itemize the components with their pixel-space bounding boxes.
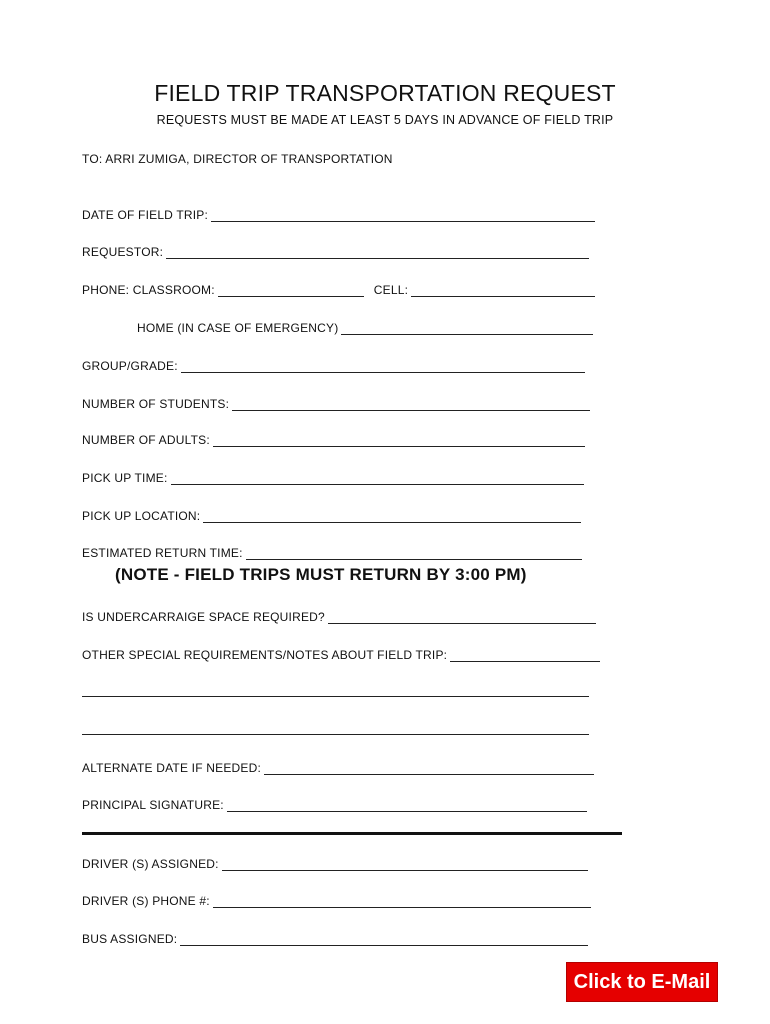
undercarriage-label: IS UNDERCARRAIGE SPACE REQUIRED? <box>82 610 325 624</box>
return-time-field[interactable] <box>246 548 582 560</box>
group-grade-label: GROUP/GRADE: <box>82 359 178 373</box>
phone-cell-field[interactable] <box>411 285 595 297</box>
to-line: TO: ARRI ZUMIGA, DIRECTOR OF TRANSPORTATION <box>82 152 393 166</box>
date-of-trip-field[interactable] <box>211 210 595 222</box>
principal-signature-row <box>82 798 587 812</box>
phone-home-label: HOME (IN CASE OF EMERGENCY) <box>137 321 339 335</box>
phone-home-row <box>137 321 593 335</box>
requestor-label: REQUESTOR: <box>82 245 164 259</box>
pickup-location-row <box>82 509 581 523</box>
group-grade-row <box>82 359 585 373</box>
pickup-time-row <box>82 471 584 485</box>
num-adults-field[interactable] <box>213 435 585 447</box>
notes-line-2[interactable] <box>82 723 589 735</box>
phone-classroom-field[interactable] <box>218 285 364 297</box>
special-requirements-label: OTHER SPECIAL REQUIREMENTS/NOTES ABOUT FIELD TRIP: <box>82 648 448 662</box>
drivers-phone-field[interactable] <box>213 896 591 908</box>
num-adults-row <box>82 433 585 447</box>
form-title: FIELD TRIP TRANSPORTATION REQUEST <box>154 80 616 106</box>
num-adults-label: NUMBER OF ADULTS: <box>82 433 210 447</box>
email-button[interactable]: Click to E-Mail <box>566 962 718 1002</box>
alternate-date-field[interactable] <box>264 763 594 775</box>
notes-line-1[interactable] <box>82 685 589 697</box>
return-time-label: ESTIMATED RETURN TIME: <box>82 546 243 560</box>
num-students-row <box>82 397 590 411</box>
return-note: (NOTE - FIELD TRIPS MUST RETURN BY 3:00 PM) <box>115 565 527 584</box>
drivers-phone-label: DRIVER (S) PHONE #: <box>82 894 210 908</box>
date-of-trip-row <box>82 208 595 222</box>
bus-assigned-field[interactable] <box>180 934 588 946</box>
phone-home-field[interactable] <box>341 323 593 335</box>
requestor-row <box>82 245 589 259</box>
requestor-field[interactable] <box>166 247 589 259</box>
pickup-time-field[interactable] <box>171 473 584 485</box>
return-time-row <box>82 546 582 560</box>
drivers-assigned-row <box>82 857 588 871</box>
alternate-date-label: ALTERNATE DATE IF NEEDED: <box>82 761 262 775</box>
phone-classroom-label: PHONE: CLASSROOM: <box>82 283 215 297</box>
principal-signature-label: PRINCIPAL SIGNATURE: <box>82 798 224 812</box>
date-of-trip-label: DATE OF FIELD TRIP: <box>82 208 209 222</box>
num-students-field[interactable] <box>232 399 590 411</box>
phone-row <box>82 283 595 297</box>
drivers-phone-row <box>82 894 591 908</box>
bus-assigned-row <box>82 932 588 946</box>
phone-cell-label: CELL: <box>373 283 409 297</box>
pickup-location-field[interactable] <box>203 511 581 523</box>
undercarriage-row <box>82 610 596 624</box>
num-students-label: NUMBER OF STUDENTS: <box>82 397 230 411</box>
group-grade-field[interactable] <box>181 361 585 373</box>
undercarriage-field[interactable] <box>328 612 596 624</box>
bus-assigned-label: BUS ASSIGNED: <box>82 932 178 946</box>
principal-signature-field[interactable] <box>227 800 587 812</box>
section-divider <box>82 832 622 835</box>
special-requirements-row <box>82 648 600 662</box>
alternate-date-row <box>82 761 594 775</box>
pickup-location-label: PICK UP LOCATION: <box>82 509 201 523</box>
pickup-time-label: PICK UP TIME: <box>82 471 168 485</box>
form-subtitle: REQUESTS MUST BE MADE AT LEAST 5 DAYS IN ADVANCE OF FIELD TRIP <box>156 113 614 127</box>
drivers-assigned-field[interactable] <box>222 859 588 871</box>
drivers-assigned-label: DRIVER (S) ASSIGNED: <box>82 857 219 871</box>
special-requirements-field[interactable] <box>450 650 600 662</box>
